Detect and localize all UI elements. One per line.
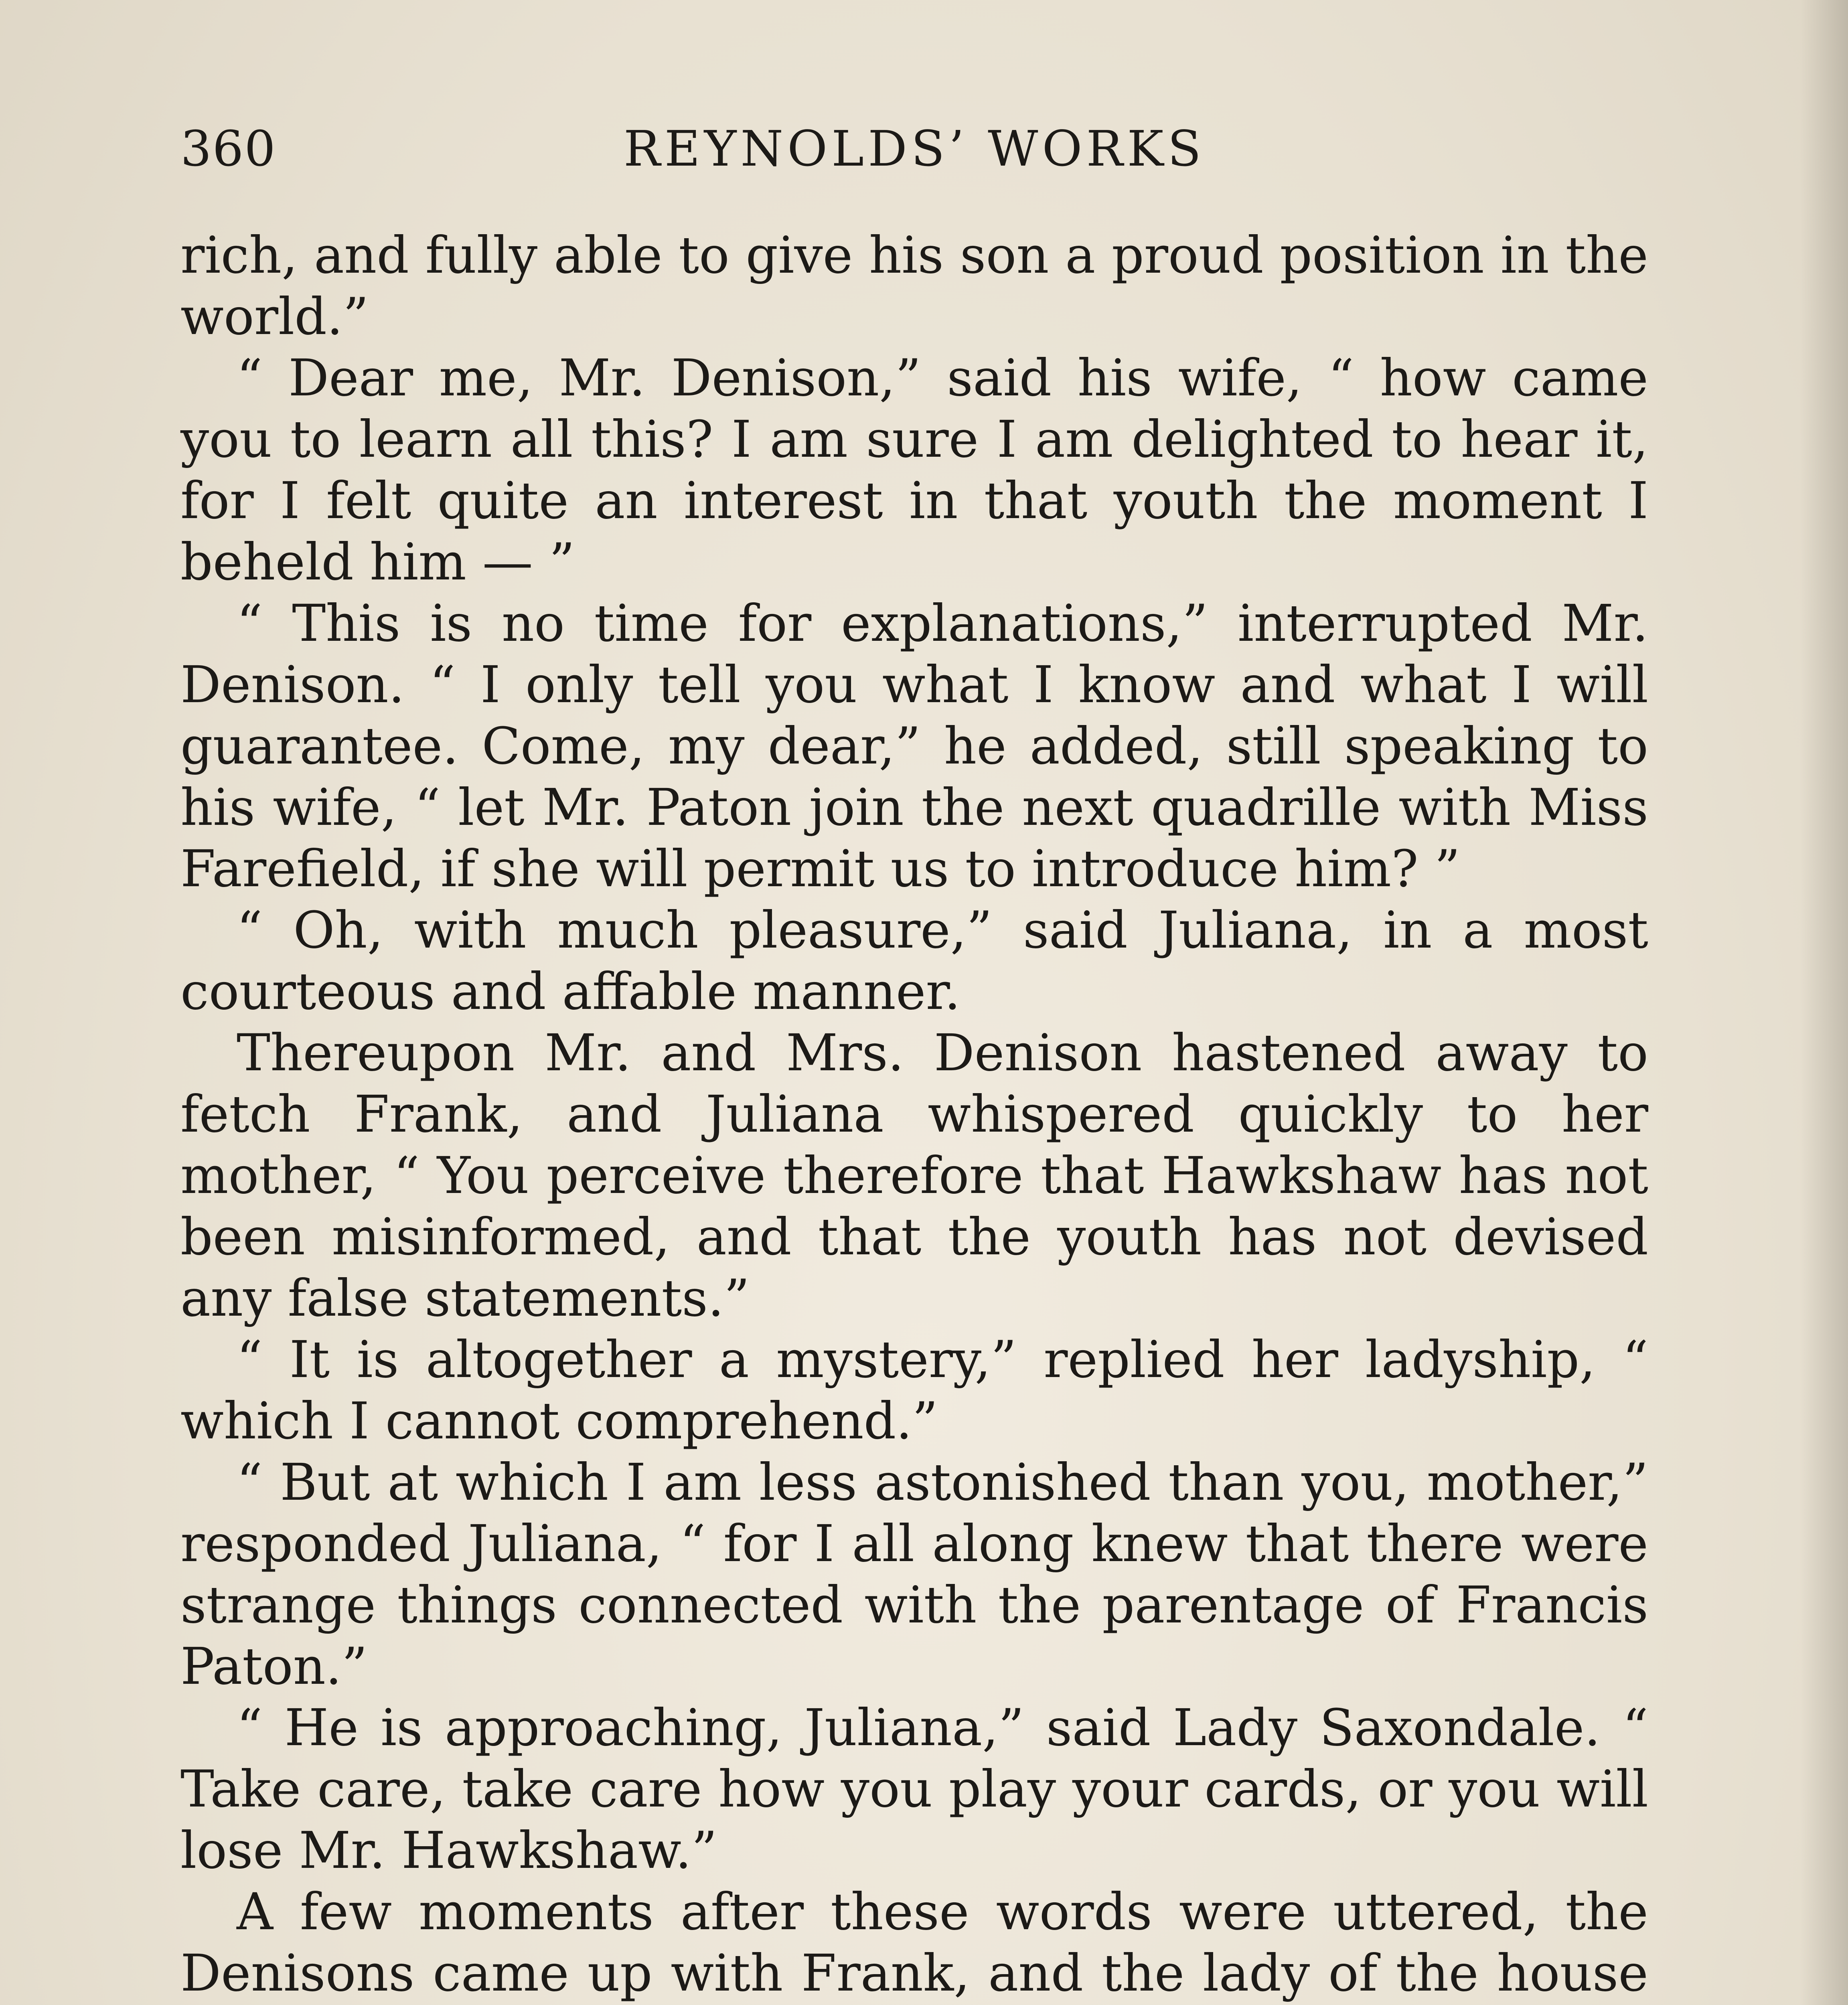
paragraph-7: “ But at which I am less astonished than you, mother,” responded Juliana, “ for I all along knew that there were strange things connected with the parentage of Francis Paton.” — [180, 1453, 1648, 1696]
page-number: 360 — [180, 120, 276, 177]
body-text — [180, 225, 1648, 2005]
paragraph-2: “ Dear me, Mr. Denison,” said his wife, “ how came you to learn all this? I am sure I am delighted to hear it, for I felt quite an interest in that youth the moment I beheld him — ” — [180, 348, 1648, 591]
paragraph-8: “ He is approaching, Juliana,” said Lady Saxondale. “ Take care, take care how you play your cards, or you will lose Mr. Hawkshaw.” — [180, 1698, 1648, 1880]
running-head: REYNOLDS’ WORKS — [623, 120, 1206, 177]
paragraph-1: rich, and fully able to give his son a proud position in the world.” — [180, 226, 1648, 346]
paragraph-5: Thereupon Mr. and Mrs. Denison hastened away to fetch Frank, and Juliana whispered quickly to her mother, “ You perceive therefore that Hawkshaw has not been misinformed, and that the youth has not devised any false statements.” — [180, 1023, 1648, 1328]
paragraph-6: “ It is altogether a mystery,” replied her ladyship, “ which I cannot comprehend.” — [180, 1330, 1648, 1450]
paragraph-9: A few moments after these words were uttered, the Denisons came up with Frank, and the lady of the house — [180, 1882, 1648, 2003]
paragraph-3: “ This is no time for explanations,” interrupted Mr. Denison. “ I only tell you what I know and what I will guarantee. Come, my dear,” he added, still speaking to his wife, “ let Mr. Paton join the next quadrille with Miss Farefield, if she will permit us to introduce him? ” — [180, 594, 1648, 898]
paragraph-4: “ Oh, with much pleasure,” said Juliana, in a most courteous and affable manner. — [180, 901, 1648, 1021]
page-header — [180, 112, 1648, 192]
page-edge-shadow — [1800, 0, 1848, 2005]
